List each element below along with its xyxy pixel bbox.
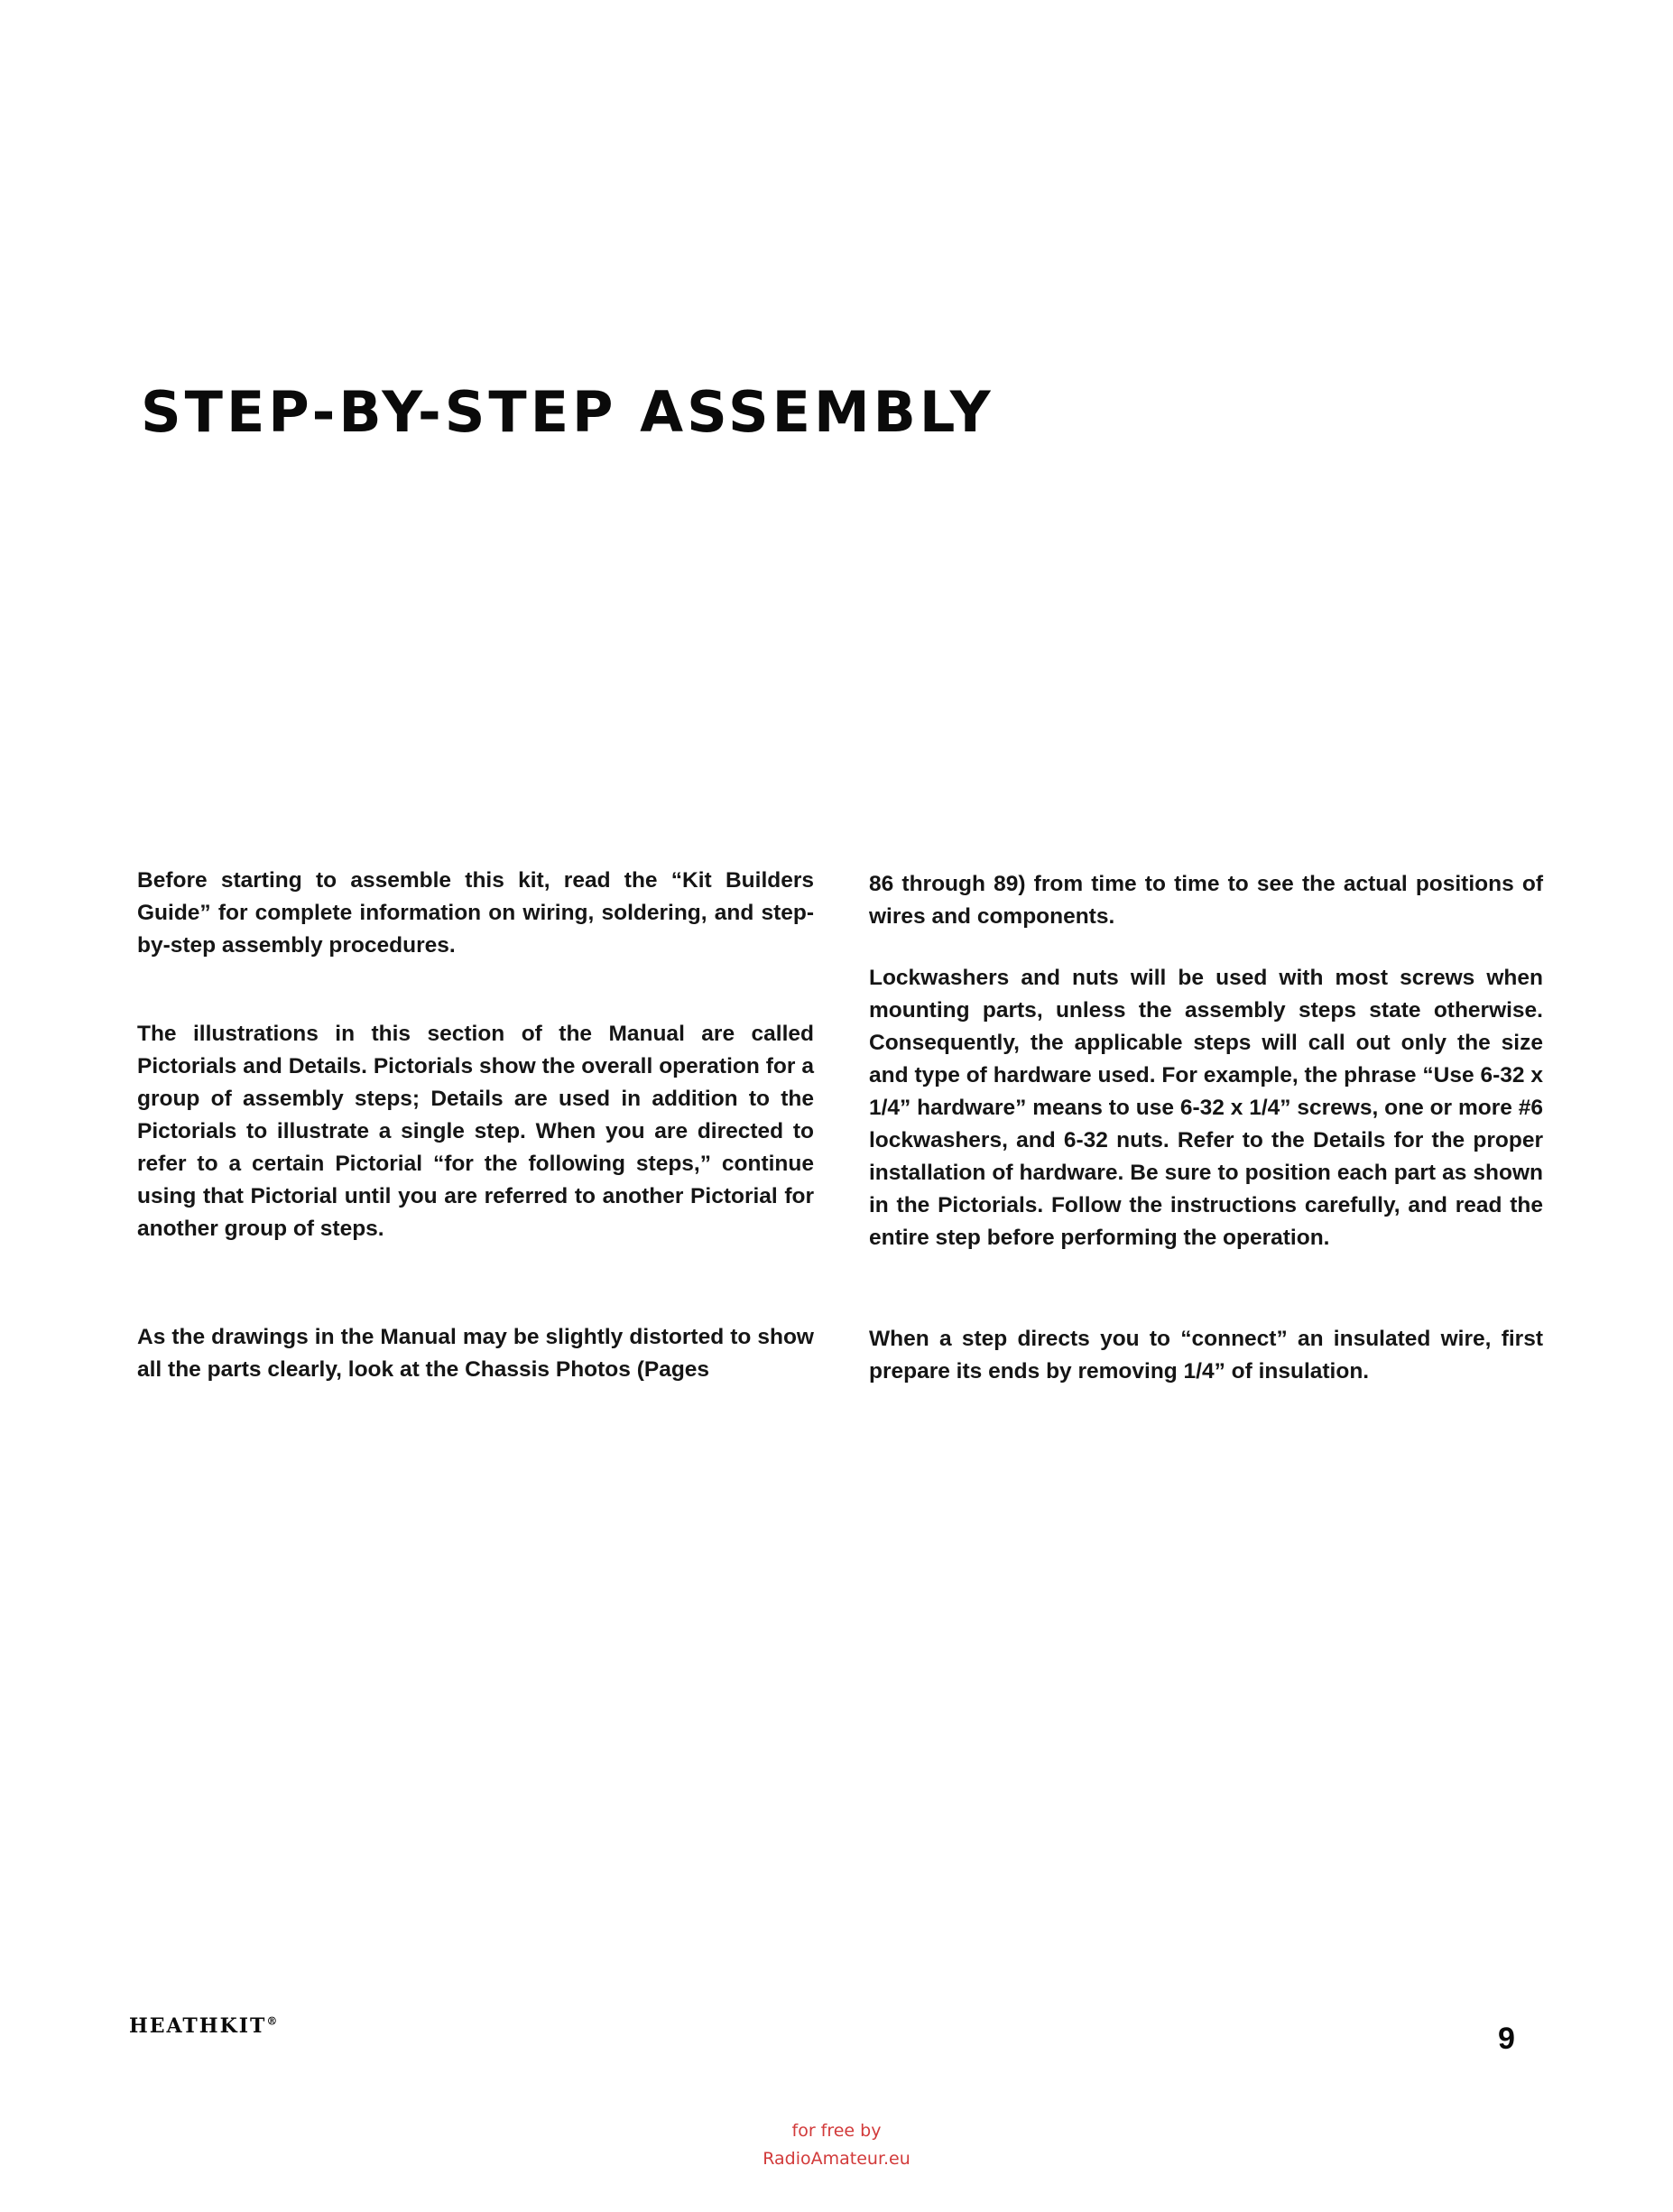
- heathkit-logo: [129, 2014, 279, 2038]
- page-number: 9: [1498, 2022, 1515, 2056]
- connect-wire-paragraph: When a step directs you to “connect” an insulated wire, first prepare its ends by removing 1/4” of insulation.: [869, 1327, 1543, 1384]
- intro-paragraph: Before starting to assemble this kit, read the “Kit Builders Guide” for complete information on wiring, soldering, and step-by-step assembly procedures.: [137, 868, 814, 958]
- credit-link[interactable]: RadioAmateur.eu: [763, 2149, 910, 2169]
- credit-text: for free by: [791, 2121, 882, 2141]
- page-title: STEP-BY-STEP ASSEMBLY: [141, 379, 994, 445]
- brand-name: HEATHKIT: [129, 2014, 267, 2038]
- registered-mark: ®: [266, 2014, 280, 2028]
- hardware-paragraph: Lockwashers and nuts will be used with most screws when mounting parts, unless the assembly steps state otherwise. Consequently, the applicable steps will call out only the size and type of hardware used. For example, the phrase “Use 6-32 x 1/4” hardware” means to use 6-32 x 1/4” screws, one or more #6 lockwashers, and 6-32 nuts. Refer to the Details for the proper installation of hardware. Be sure to position each part as shown in the Pictorials. Follow the instructions carefully, and read the entire step before performing the operation.: [869, 966, 1543, 1250]
- drawings-paragraph: As the drawings in the Manual may be slightly distorted to show all the parts clearly, look at the Chassis Photos (Pages: [137, 1325, 814, 1382]
- illustrations-paragraph: The illustrations in this section of the Manual are called Pictorials and Details. Pictorials show the overall operation for a group of assembly steps; Details are used in addition to the Pictorials to illustrate a single step. When you are directed to refer to a certain Pictorial “for the following steps,” continue using that Pictorial until you are referred to another Pictorial for another group of steps.: [137, 1022, 814, 1241]
- chassis-photos-paragraph: 86 through 89) from time to time to see the actual positions of wires and components.: [869, 872, 1543, 929]
